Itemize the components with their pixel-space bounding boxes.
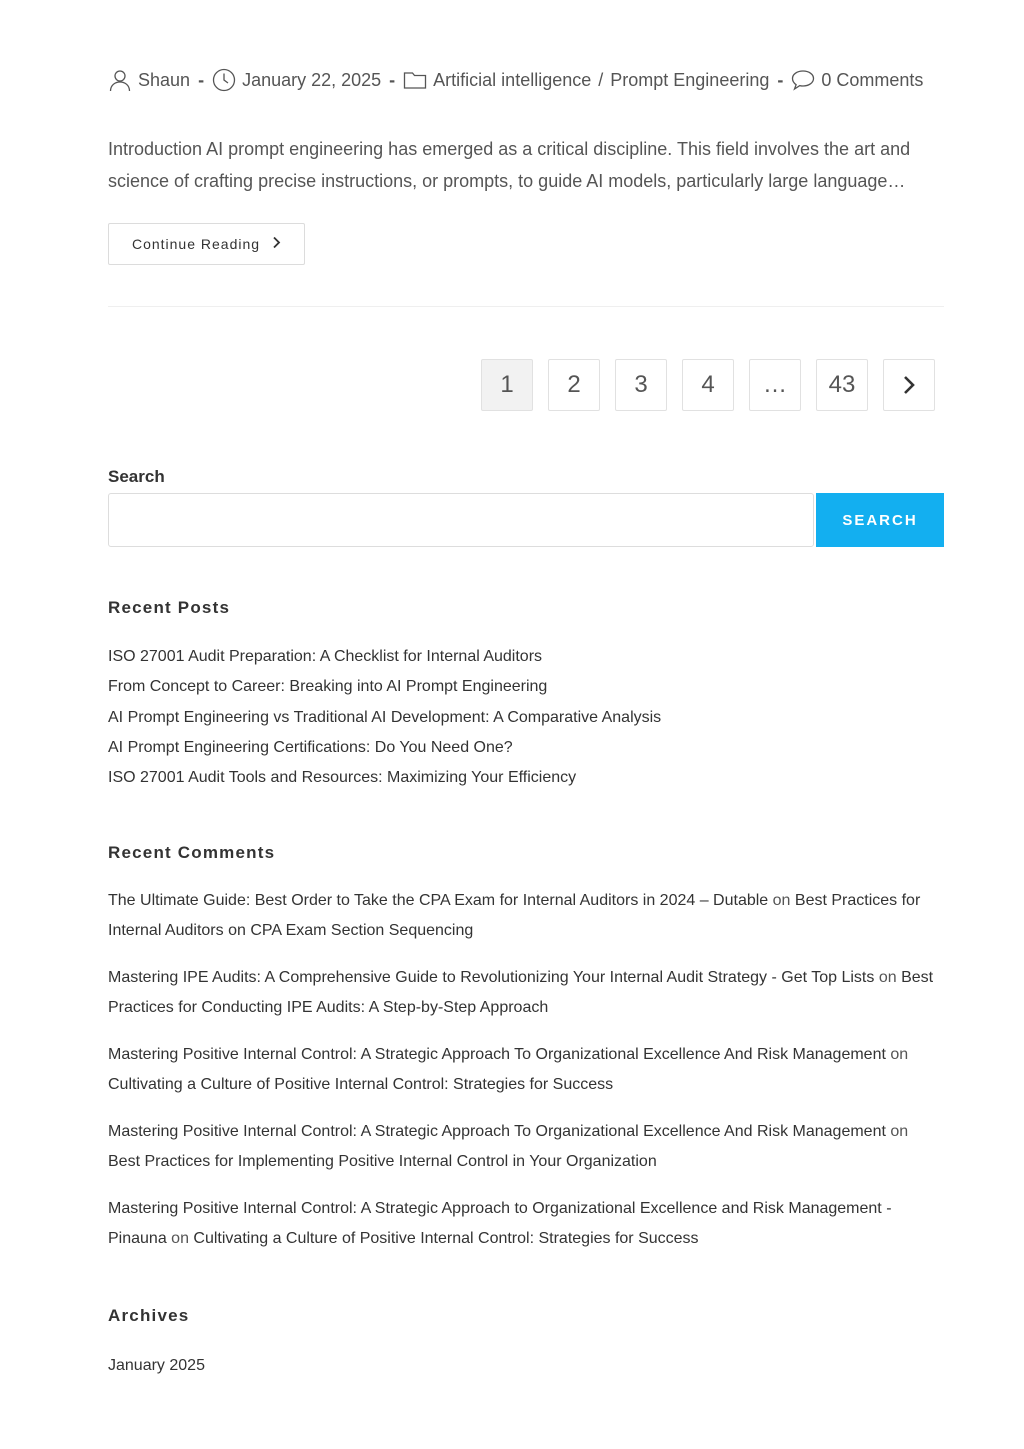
recent-post-link[interactable]: ISO 27001 Audit Preparation: A Checklist for Internal Auditors	[108, 648, 543, 665]
comment-author-link[interactable]: Mastering Positive Internal Control: A Strategic Approach to Organizational Excellence and Risk Management - Pinauna	[108, 1200, 892, 1247]
recent-posts-title: Recent Posts	[108, 598, 231, 617]
recent-post-link[interactable]: From Concept to Career: Breaking into AI Prompt Engineering	[108, 678, 548, 696]
page-link-2[interactable]: 2	[548, 359, 600, 411]
comment-item	[108, 886, 944, 946]
post-meta	[108, 68, 923, 92]
page-1-current: 1	[481, 359, 533, 411]
comment-post-link[interactable]: Cultivating a Culture of Positive Internal Control: Strategies for Success	[193, 1230, 699, 1247]
date-meta	[212, 68, 381, 92]
meta-separator: -	[389, 69, 396, 90]
recent-post-link[interactable]: ISO 27001 Audit Tools and Resources: Maximizing Your Efficiency	[108, 769, 577, 786]
archive-link[interactable]: January 2025	[108, 1357, 205, 1374]
comment-author-link[interactable]: The Ultimate Guide: Best Order to Take the CPA Exam for Internal Auditors in 2024 – Dutable	[108, 892, 769, 909]
comment-item	[108, 963, 944, 1023]
comments-link[interactable]: 0 Comments	[821, 69, 924, 90]
author-link[interactable]: Shaun	[138, 69, 191, 90]
comment-item	[108, 1040, 944, 1100]
comment-icon	[791, 68, 815, 92]
chevron-right-icon	[272, 236, 281, 252]
folder-icon	[403, 68, 427, 92]
recent-comments-title: Recent Comments	[108, 843, 276, 862]
continue-reading-label: Continue Reading	[131, 236, 261, 252]
category-meta	[403, 68, 769, 92]
comment-post-link[interactable]: Best Practices for Conducting IPE Audits: A Step-by-Step Approach	[108, 969, 934, 1016]
next-page-button[interactable]	[883, 359, 935, 411]
category-link-ai[interactable]: Artificial intelligence	[433, 69, 592, 90]
archives-title: Archives	[108, 1306, 190, 1325]
search-widget-label: Search	[108, 467, 165, 486]
author-meta	[108, 68, 190, 92]
page-link-43[interactable]: 43	[816, 359, 868, 411]
continue-reading-button[interactable]	[108, 223, 305, 265]
pagination-ellipsis: …	[749, 359, 801, 411]
comment-on-word: on	[171, 1230, 189, 1247]
divider	[108, 306, 944, 307]
comment-author-link[interactable]: Mastering Positive Internal Control: A Strategic Approach To Organizational Excellence And Risk Management	[108, 1046, 886, 1063]
search-input[interactable]	[108, 493, 814, 547]
recent-post-link[interactable]: AI Prompt Engineering Certifications: Do You Need One?	[108, 738, 513, 756]
search-button[interactable]: SEARCH	[816, 493, 944, 547]
comment-post-link[interactable]: Cultivating a Culture of Positive Internal Control: Strategies for Success	[108, 1076, 614, 1093]
comments-meta	[791, 68, 923, 92]
recent-comments-list	[108, 886, 944, 1271]
page-link-4[interactable]: 4	[682, 359, 734, 411]
comment-on-word: on	[878, 969, 897, 986]
archives-list	[108, 1351, 205, 1381]
page-link-3[interactable]: 3	[615, 359, 667, 411]
comment-item	[108, 1117, 944, 1177]
comment-post-link[interactable]: Best Practices for Implementing Positive Internal Control in Your Organization	[108, 1153, 657, 1170]
category-link-prompt-engineering[interactable]: Prompt Engineering	[610, 69, 770, 90]
meta-separator: -	[198, 69, 205, 90]
user-icon	[108, 68, 132, 92]
post-excerpt: Introduction AI prompt engineering has emerged as a critical discipline. This field involves the art and science of crafting precise instructions, or prompts, to guide AI models, particularly large language…	[108, 139, 911, 191]
comment-author-link[interactable]: Mastering IPE Audits: A Comprehensive Guide to Revolutionizing Your Internal Audit Strategy - Get Top Lists	[108, 969, 875, 986]
comment-on-word: on	[890, 1123, 909, 1140]
recent-post-link[interactable]: AI Prompt Engineering vs Traditional AI Development: A Comparative Analysis	[108, 708, 662, 726]
clock-icon	[212, 68, 236, 92]
post-date: January 22, 2025	[242, 69, 382, 90]
meta-separator: -	[777, 69, 784, 90]
comment-item	[108, 1194, 944, 1254]
chevron-right-icon	[902, 375, 916, 395]
comment-post-link[interactable]: Best Practices for Internal Auditors on CPA Exam Section Sequencing	[108, 892, 921, 939]
comment-on-word: on	[772, 892, 791, 909]
comment-on-word: on	[890, 1046, 909, 1063]
recent-posts-list	[108, 642, 661, 793]
category-separator: /	[598, 69, 604, 90]
comment-author-link[interactable]: Mastering Positive Internal Control: A Strategic Approach To Organizational Excellence And Risk Management	[108, 1123, 886, 1140]
pagination	[481, 359, 935, 411]
